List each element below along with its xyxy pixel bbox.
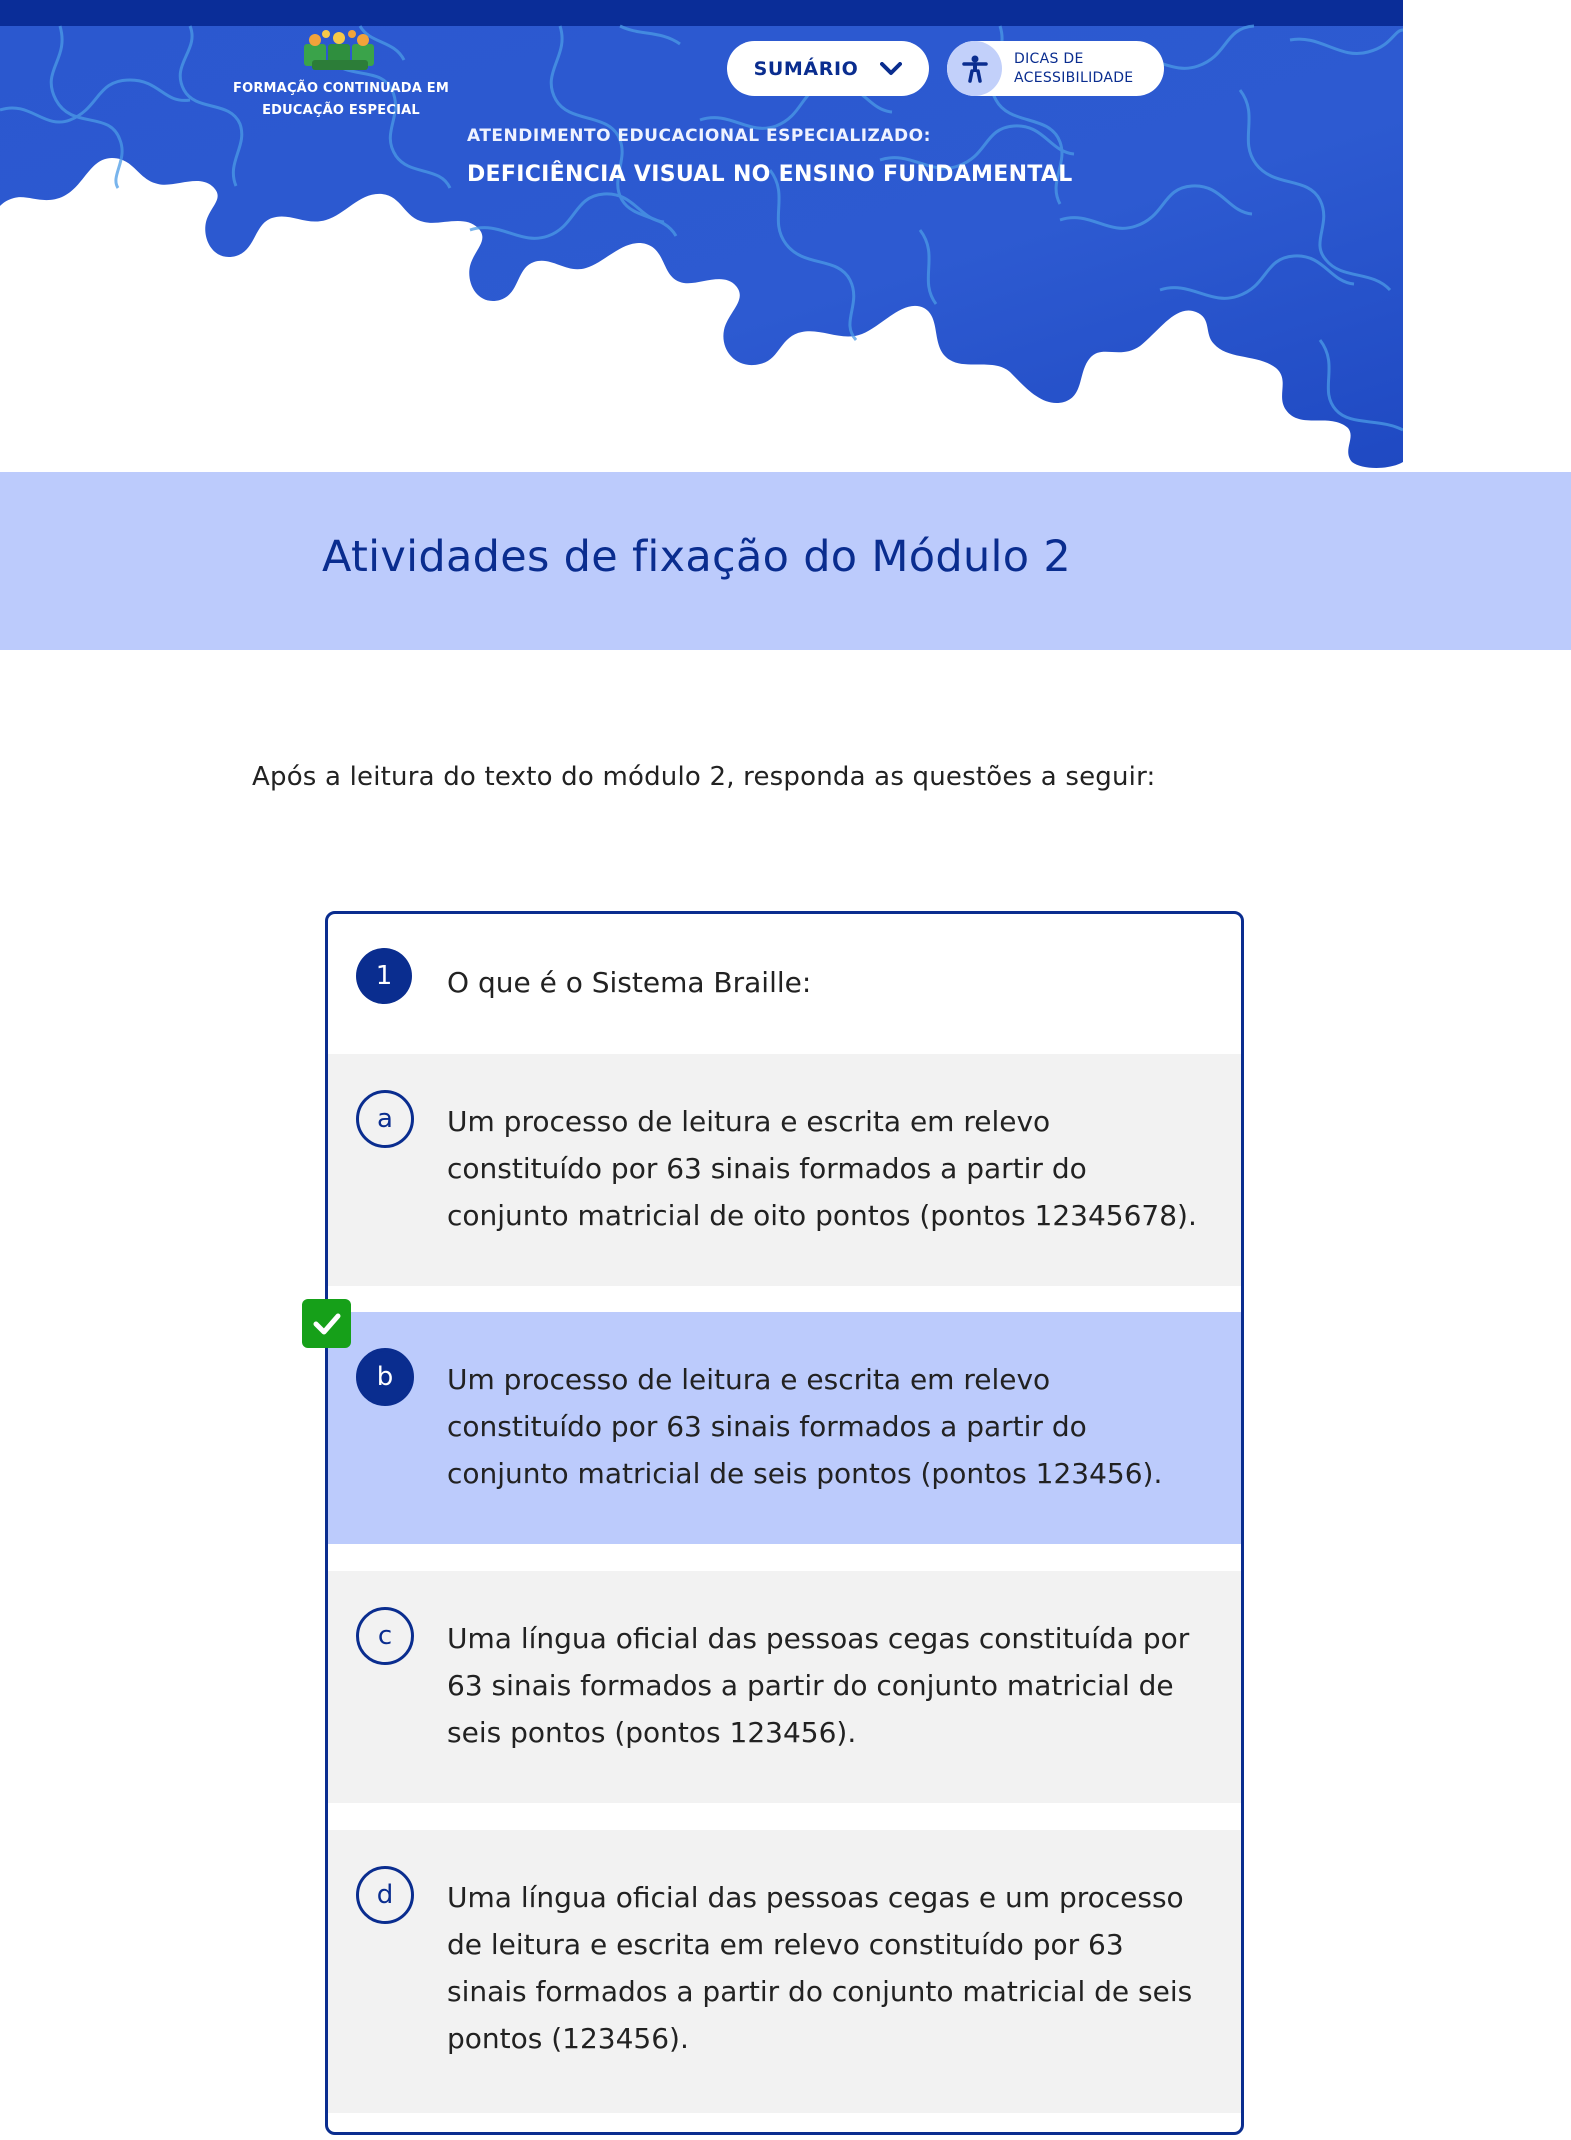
accessibility-button[interactable]: [947, 41, 1164, 96]
title-banner: [0, 472, 1571, 650]
option-a-text: Um processo de leitura e escrita em relevo constituído por 63 sinais formados a partir do conjunto matricial de oito pontos (pontos 12345678).: [447, 1105, 1197, 1232]
accessibility-icon-circle: [947, 41, 1002, 96]
option-a[interactable]: [328, 1054, 1241, 1286]
page-title: Atividades de fixação do Módulo 2: [322, 532, 1072, 582]
option-d[interactable]: [328, 1830, 1241, 2113]
logo[interactable]: [230, 26, 452, 122]
accessibility-label-line-1: DICAS DE: [1014, 50, 1084, 67]
accessibility-person-icon: [962, 55, 988, 83]
logo-text: [230, 78, 452, 122]
summary-label: SUMÁRIO: [753, 57, 859, 80]
option-a-letter: a: [356, 1090, 414, 1148]
correct-answer-badge: [302, 1299, 351, 1348]
accessibility-label: [1014, 50, 1154, 88]
question-card: [325, 911, 1244, 2135]
option-c-text: Uma língua oficial das pessoas cegas constituída por 63 sinais formados a partir do conjunto matricial de seis pontos (pontos 123456).: [447, 1622, 1190, 1749]
summary-button[interactable]: [727, 41, 929, 96]
header: [0, 0, 1403, 470]
accessibility-label-line-2: ACESSIBILIDADE: [1014, 69, 1134, 86]
puzzle-logo-icon: [298, 26, 384, 74]
header-title: DEFICIÊNCIA VISUAL NO ENSINO FUNDAMENTAL: [467, 162, 1073, 187]
intro-text: Após a leitura do texto do módulo 2, responda as questões a seguir:: [252, 762, 1156, 792]
question-number-badge: 1: [356, 948, 412, 1004]
option-c-letter: c: [356, 1607, 414, 1665]
option-d-text: Uma língua oficial das pessoas cegas e um processo de leitura e escrita em relevo constituído por 63 sinais formados a partir do conjunto matricial de seis pontos (123456).: [447, 1881, 1193, 2055]
option-d-letter: d: [356, 1866, 414, 1924]
chevron-down-icon: [880, 62, 902, 76]
checkmark-icon: [313, 1313, 341, 1335]
logo-line-1: FORMAÇÃO CONTINUADA EM: [233, 81, 449, 96]
header-subtitle: ATENDIMENTO EDUCACIONAL ESPECIALIZADO:: [467, 126, 931, 146]
puzzle-background: [0, 0, 1403, 470]
logo-line-2: EDUCAÇÃO ESPECIAL: [262, 103, 420, 118]
option-c[interactable]: [328, 1571, 1241, 1803]
option-b-text: Um processo de leitura e escrita em relevo constituído por 63 sinais formados a partir do conjunto matricial de seis pontos (pontos 123456).: [447, 1363, 1163, 1490]
option-b-letter: b: [356, 1348, 414, 1406]
question-text: O que é o Sistema Braille:: [447, 966, 812, 999]
option-b[interactable]: [328, 1312, 1241, 1544]
